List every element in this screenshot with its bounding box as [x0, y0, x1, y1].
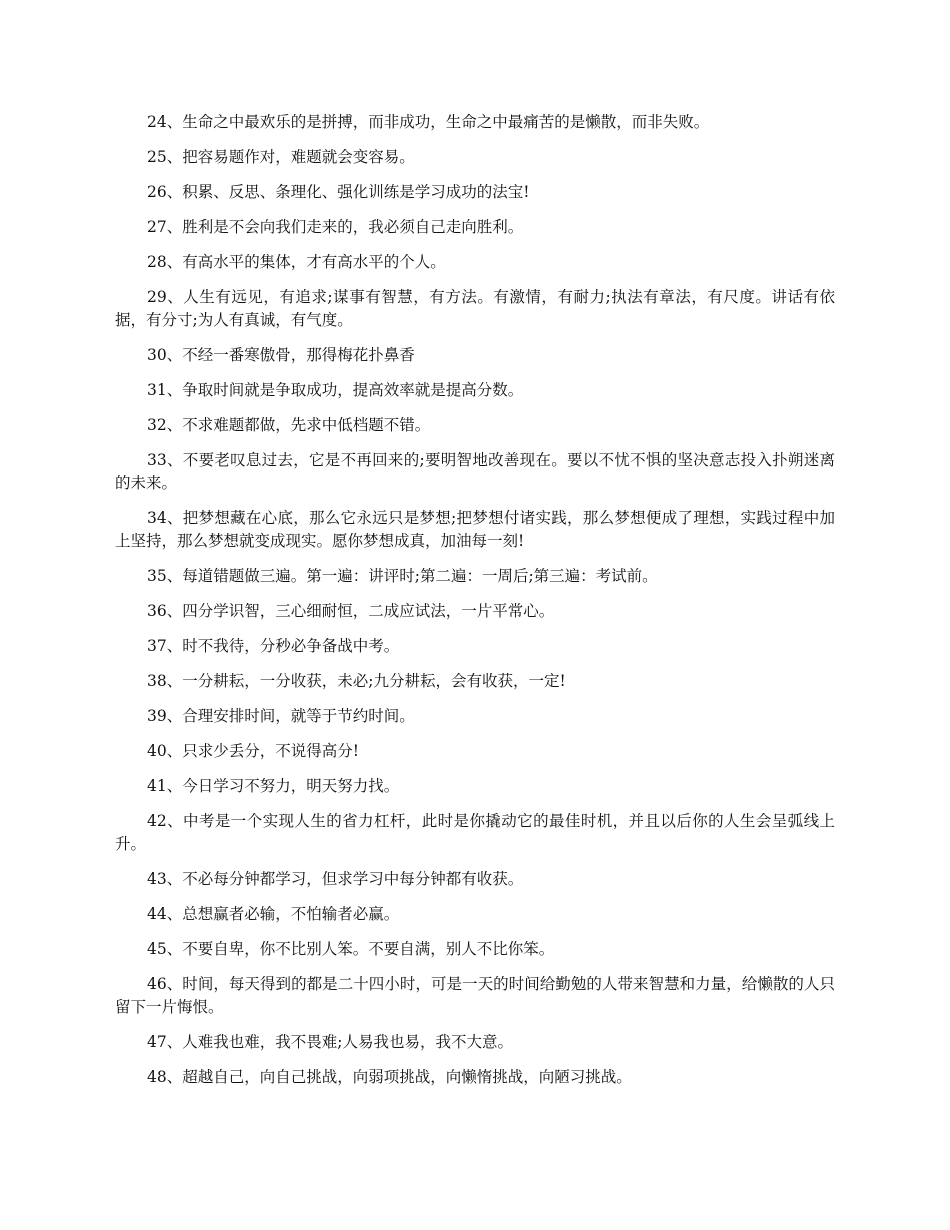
quote-item-31: 31、争取时间就是争取成功，提高效率就是提高分数。	[147, 381, 524, 399]
quote-item-45: 45、不要自卑，你不比别人笨。不要自满，别人不比你笨。	[147, 940, 555, 958]
quote-item-48: 48、超越自己，向自己挑战，向弱项挑战，向懒惰挑战，向陋习挑战。	[147, 1068, 632, 1086]
quote-item-41: 41、今日学习不努力，明天努力找。	[147, 777, 400, 795]
quote-item-37: 37、时不我待，分秒必争备战中考。	[147, 637, 400, 655]
quote-item-36: 36、四分学识智，三心细耐恒，二成应试法，一片平常心。	[147, 602, 555, 620]
quote-item-24: 24、生命之中最欢乐的是拼搏，而非成功，生命之中最痛苦的是懒散，而非失败。	[147, 113, 710, 131]
quote-item-44: 44、总想赢者必输，不怕输者必赢。	[147, 905, 400, 923]
quote-item-43: 43、不必每分钟都学习，但求学习中每分钟都有收获。	[147, 870, 524, 888]
quote-item-40: 40、只求少丢分，不说得高分!	[147, 742, 359, 760]
quote-item-47: 47、人难我也难，我不畏难;人易我也易，我不大意。	[147, 1033, 513, 1051]
quote-item-32: 32、不求难题都做，先求中低档题不错。	[147, 416, 431, 434]
quote-item-39: 39、合理安排时间，就等于节约时间。	[147, 707, 415, 725]
quote-item-30: 30、不经一番寒傲骨，那得梅花扑鼻香	[147, 346, 415, 364]
quote-list	[115, 111, 835, 1101]
quote-item-28: 28、有高水平的集体，才有高水平的个人。	[147, 253, 446, 271]
quote-item-35: 35、每道错题做三遍。第一遍：讲评时;第二遍：一周后;第三遍：考试前。	[147, 567, 658, 585]
quote-item-25: 25、把容易题作对，难题就会变容易。	[147, 148, 415, 166]
quote-item-34: 34、把梦想藏在心底，那么它永远只是梦想;把梦想付诸实践，那么梦想便成了理想，实践过程中加上坚持，那么梦想就变成现实。愿你梦想成真，加油每一刻!	[115, 509, 835, 550]
quote-item-46: 46、时间，每天得到的都是二十四小时，可是一天的时间给勤勉的人带来智慧和力量，给懒散的人只留下一片悔恨。	[115, 975, 835, 1016]
quote-item-42: 42、中考是一个实现人生的省力杠杆，此时是你撬动它的最佳时机，并且以后你的人生会呈弧线上升。	[115, 812, 835, 853]
quote-item-27: 27、胜利是不会向我们走来的，我必须自己走向胜利。	[147, 218, 524, 236]
quote-item-38: 38、一分耕耘，一分收获，未必;九分耕耘，会有收获，一定!	[147, 672, 566, 690]
quote-item-26: 26、积累、反思、条理化、强化训练是学习成功的法宝!	[147, 183, 530, 201]
quote-item-33: 33、不要老叹息过去，它是不再回来的;要明智地改善现在。要以不忧不惧的坚决意志投入扑朔迷离的未来。	[115, 451, 835, 492]
quote-item-29: 29、人生有远见，有追求;谋事有智慧，有方法。有激情，有耐力;执法有章法，有尺度。讲话有依据，有分寸;为人有真诚，有气度。	[115, 288, 835, 329]
